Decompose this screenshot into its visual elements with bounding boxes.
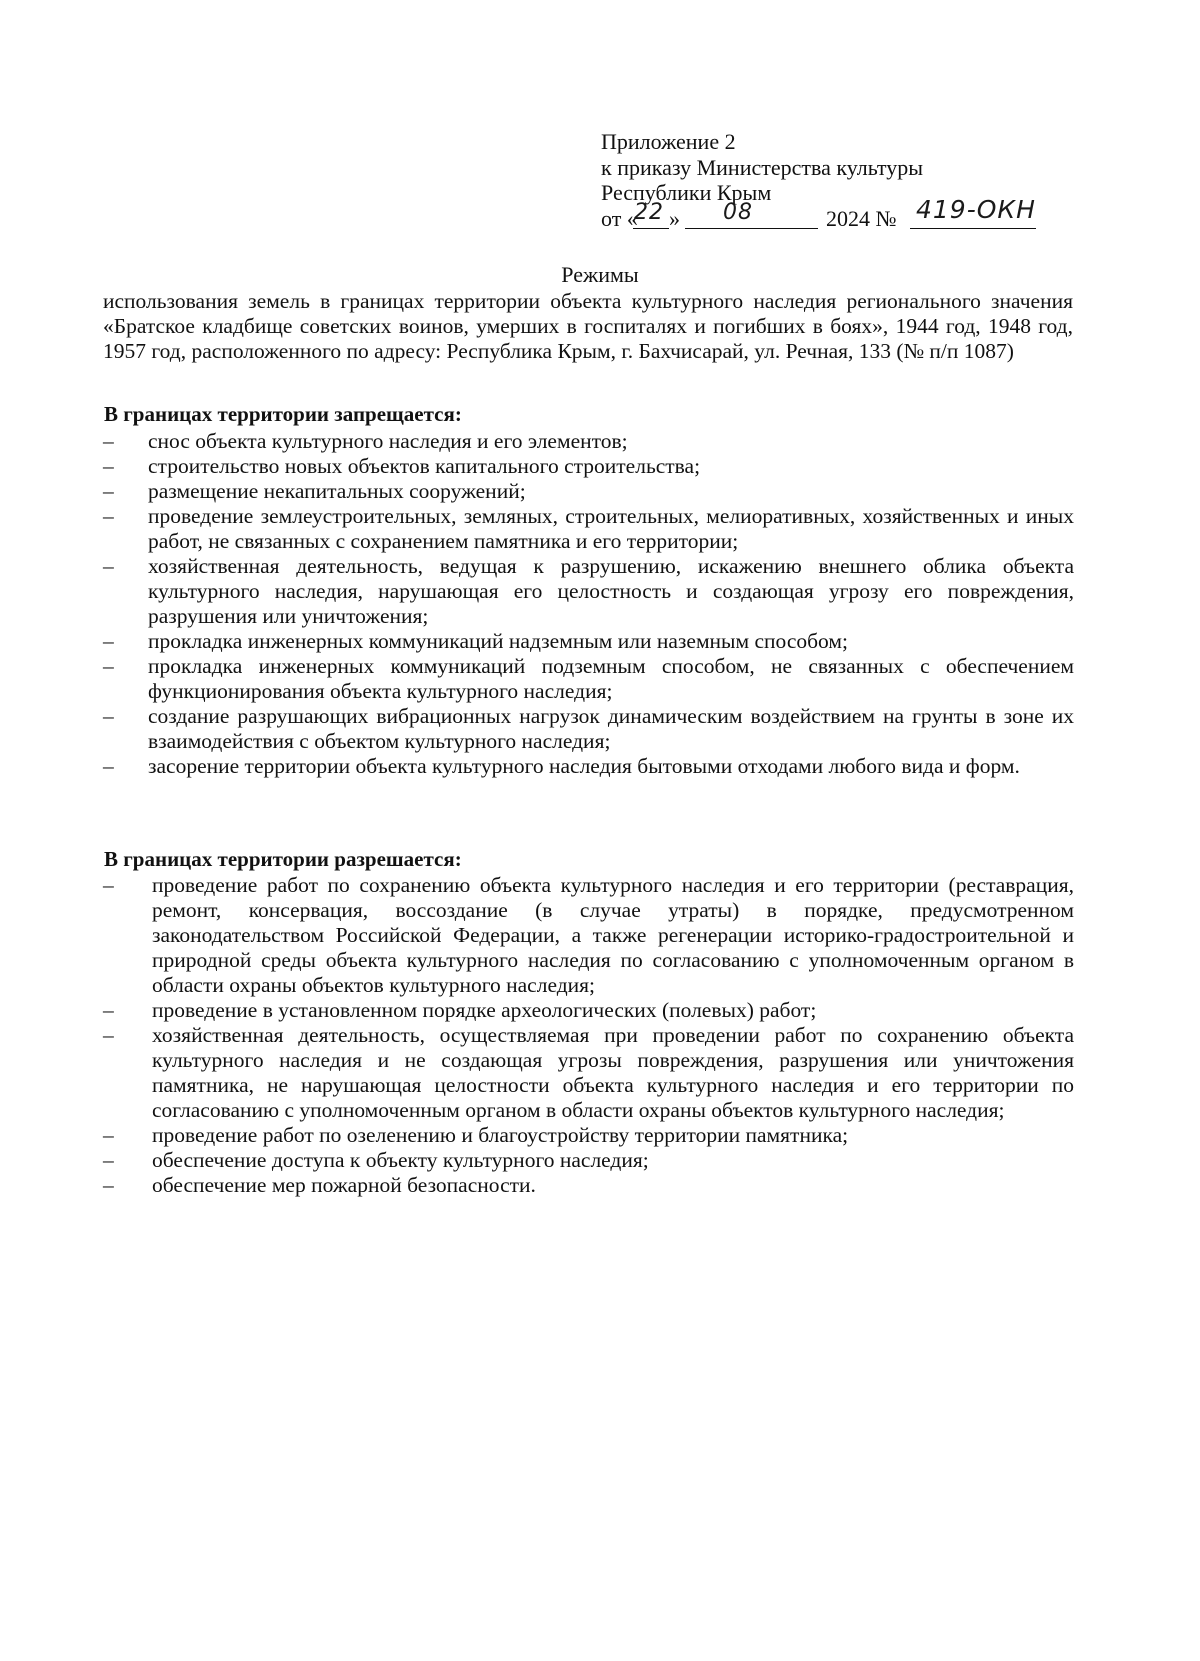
list-dash: –	[103, 479, 114, 503]
date-year: 2024 №	[826, 205, 897, 231]
list-item-text: хозяйственная деятельность, ведущая к разрушению, искажению внешнего облика объекта культурного наследия, нарушающая его целостность и создающая угрозу его повреждения, разрушения или уничтожения;	[148, 554, 1074, 628]
appendix-order-ref: к приказу Министерства культуры	[601, 154, 924, 180]
list-item	[103, 504, 1074, 554]
list-item-text: проведение работ по сохранению объекта культурного наследия и его территории (реставрация, ремонт, консервация, воссоздание (в случае утраты) в порядке, предусмотренном законодательством Российской Федерации, а также регенерации историко-градостроительной и природной среды объекта культурного наследия по согласованию с уполномоченным органом в области охраны объектов культурного наследия;	[152, 873, 1074, 997]
list-dash: –	[103, 754, 114, 778]
date-mid: »	[669, 205, 680, 231]
list-dash: –	[103, 554, 114, 578]
appendix-title: Приложение 2	[601, 129, 736, 154]
list-dash: –	[103, 629, 114, 653]
list-item-text: проведение работ по озеленению и благоустройству территории памятника;	[152, 1123, 849, 1147]
list-dash: –	[103, 1123, 114, 1147]
list-item-text: обеспечение мер пожарной безопасности.	[152, 1173, 536, 1197]
list-item	[103, 1023, 1074, 1123]
list-item	[103, 454, 1074, 479]
prohibited-list	[103, 429, 1074, 779]
list-dash: –	[103, 704, 114, 728]
list-item	[103, 1173, 1074, 1198]
list-item	[103, 429, 1074, 454]
list-item	[103, 998, 1074, 1023]
allowed-list	[103, 873, 1074, 1198]
list-dash: –	[103, 504, 114, 528]
list-dash: –	[103, 1023, 114, 1047]
list-item-text: прокладка инженерных коммуникаций подземным способом, не связанных с обеспечением функционирования объекта культурного наследия;	[148, 654, 1074, 703]
list-item-text: строительство новых объектов капитального строительства;	[148, 454, 701, 478]
list-dash: –	[103, 1148, 114, 1172]
list-item	[103, 654, 1074, 704]
list-dash: –	[103, 654, 114, 678]
list-item-text: снос объекта культурного наследия и его элементов;	[148, 429, 628, 453]
appendix-republic: Республики Крым	[601, 180, 772, 205]
appendix-date-line	[601, 194, 1121, 233]
list-item	[103, 629, 1074, 654]
list-item	[103, 704, 1074, 754]
list-item-text: размещение некапитальных сооружений;	[148, 479, 526, 503]
list-item-text: хозяйственная деятельность, осуществляемая при проведении работ по сохранению объекта культурного наследия и не создающая угрозы повреждения, разрушения или уничтожения памятника, не нарушающая целостности объекта культурного наследия и его территории по согласованию с уполномоченным органом в области охраны объектов культурного наследия;	[152, 1023, 1074, 1122]
list-item	[103, 554, 1074, 629]
date-day-underline	[633, 206, 669, 229]
list-item	[103, 1123, 1074, 1148]
document-title: Режимы	[561, 262, 639, 287]
list-item	[103, 479, 1074, 504]
date-prefix: от «	[601, 205, 638, 231]
list-item-text: создание разрушающих вибрационных нагрузок динамическим воздействием на грунты в зоне их взаимодействия с объектом культурного наследия;	[148, 704, 1074, 753]
date-month-handwritten: 08	[723, 199, 753, 225]
list-dash: –	[103, 429, 114, 453]
list-item-text: проведение в установленном порядке археологических (полевых) работ;	[152, 998, 817, 1022]
appendix-block	[601, 129, 1121, 233]
date-day-handwritten: 22	[634, 199, 664, 225]
prohibited-heading: В границах территории запрещается:	[104, 402, 462, 426]
list-dash: –	[103, 1173, 114, 1197]
document-subject: использования земель в границах территории объекта культурного наследия регионального значения «Братское кладбище советских воинов, умерших в госпиталях и погибших в боях», 1944 год, 1948 год, 1957 год, расположенного по адресу: Республика Крым, г. Бахчисарай, ул. Речная, 133 (№ п/п 1087)	[103, 289, 1073, 363]
list-item-text: проведение землеустроительных, земляных, строительных, мелиоративных, хозяйственных и иных работ, не связанных с сохранением памятника и его территории;	[148, 504, 1074, 553]
list-item	[103, 873, 1074, 998]
list-item-text: прокладка инженерных коммуникаций надземным или наземным способом;	[148, 629, 848, 653]
list-item	[103, 754, 1074, 779]
list-item	[103, 1148, 1074, 1173]
allowed-heading: В границах территории разрешается:	[104, 847, 462, 871]
list-dash: –	[103, 454, 114, 478]
list-item-text: обеспечение доступа к объекту культурного наследия;	[152, 1148, 649, 1172]
order-number-handwritten: 419-ОКН	[916, 194, 1036, 224]
list-dash: –	[103, 873, 114, 897]
list-item-text: засорение территории объекта культурного наследия бытовыми отходами любого вида и форм.	[148, 754, 1020, 778]
list-dash: –	[103, 998, 114, 1022]
